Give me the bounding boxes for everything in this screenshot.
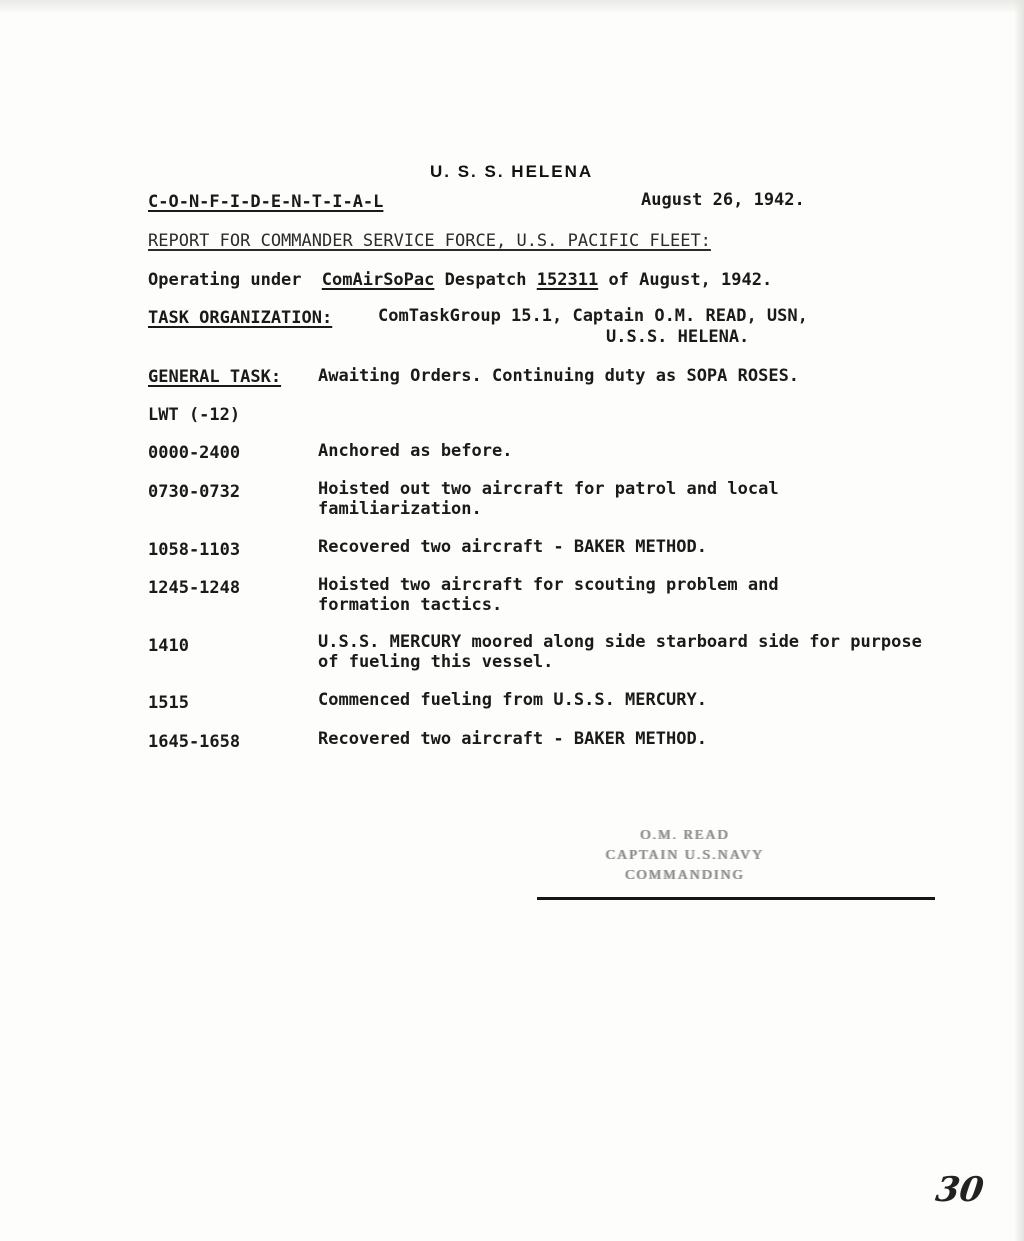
ship-name-heading: U. S. S. HELENA bbox=[430, 162, 594, 181]
log-time: 0000-2400 bbox=[148, 443, 241, 463]
time-zone-label: LWT (-12) bbox=[148, 405, 241, 425]
log-entry: Hoisted two aircraft for scouting problem and formation tactics. bbox=[318, 575, 779, 615]
log-time: 1245-1248 bbox=[148, 578, 241, 598]
log-time: 0730-0732 bbox=[148, 482, 241, 502]
report-title: REPORT FOR COMMANDER SERVICE FORCE, U.S. PACIFIC FLEET: bbox=[148, 231, 711, 251]
scan-edge-top bbox=[0, 0, 1024, 14]
log-entry: Hoisted out two aircraft for patrol and local familiarization. bbox=[318, 479, 779, 519]
task-organization-line-2: U.S.S. HELENA. bbox=[606, 327, 750, 347]
log-entry: Recovered two aircraft - BAKER METHOD. bbox=[318, 729, 707, 749]
log-entry: U.S.S. MERCURY moored along side starboard side for purpose of fueling this vessel. bbox=[318, 632, 922, 672]
operating-authority: ComAirSoPac bbox=[321, 270, 435, 290]
operating-despatch: 152311 bbox=[536, 270, 599, 290]
log-entry: Recovered two aircraft - BAKER METHOD. bbox=[318, 537, 707, 557]
log-time: 1645-1658 bbox=[148, 732, 241, 752]
task-organization-label: TASK ORGANIZATION: bbox=[148, 308, 333, 328]
page-number: 30 bbox=[933, 1170, 987, 1210]
signature-rank: CAPTAIN U.S.NAVY bbox=[605, 848, 765, 863]
operating-line bbox=[148, 270, 772, 290]
classification-marking: C-O-N-F-I-D-E-N-T-I-A-L bbox=[148, 192, 384, 212]
log-time: 1058-1103 bbox=[148, 540, 241, 560]
signature-name: O.M. READ bbox=[640, 828, 730, 843]
report-date: August 26, 1942. bbox=[641, 190, 805, 210]
signature-stamp bbox=[570, 826, 800, 886]
log-entry: Commenced fueling from U.S.S. MERCURY. bbox=[318, 690, 707, 710]
general-task-text: Awaiting Orders. Continuing duty as SOPA ROSES. bbox=[318, 366, 800, 386]
log-entry: Anchored as before. bbox=[318, 441, 513, 461]
scan-edge-right bbox=[1014, 0, 1024, 1241]
task-organization-line-1: ComTaskGroup 15.1, Captain O.M. READ, USN, bbox=[378, 306, 808, 326]
operating-prefix: Operating under bbox=[148, 270, 302, 290]
signature-line bbox=[537, 897, 935, 900]
general-task-label: GENERAL TASK: bbox=[148, 367, 282, 387]
signature-role: COMMANDING bbox=[625, 868, 745, 883]
log-time: 1515 bbox=[148, 693, 189, 713]
operating-suffix: of August, 1942. bbox=[608, 270, 773, 290]
operating-mid: Despatch bbox=[444, 270, 527, 290]
log-time: 1410 bbox=[148, 636, 189, 656]
